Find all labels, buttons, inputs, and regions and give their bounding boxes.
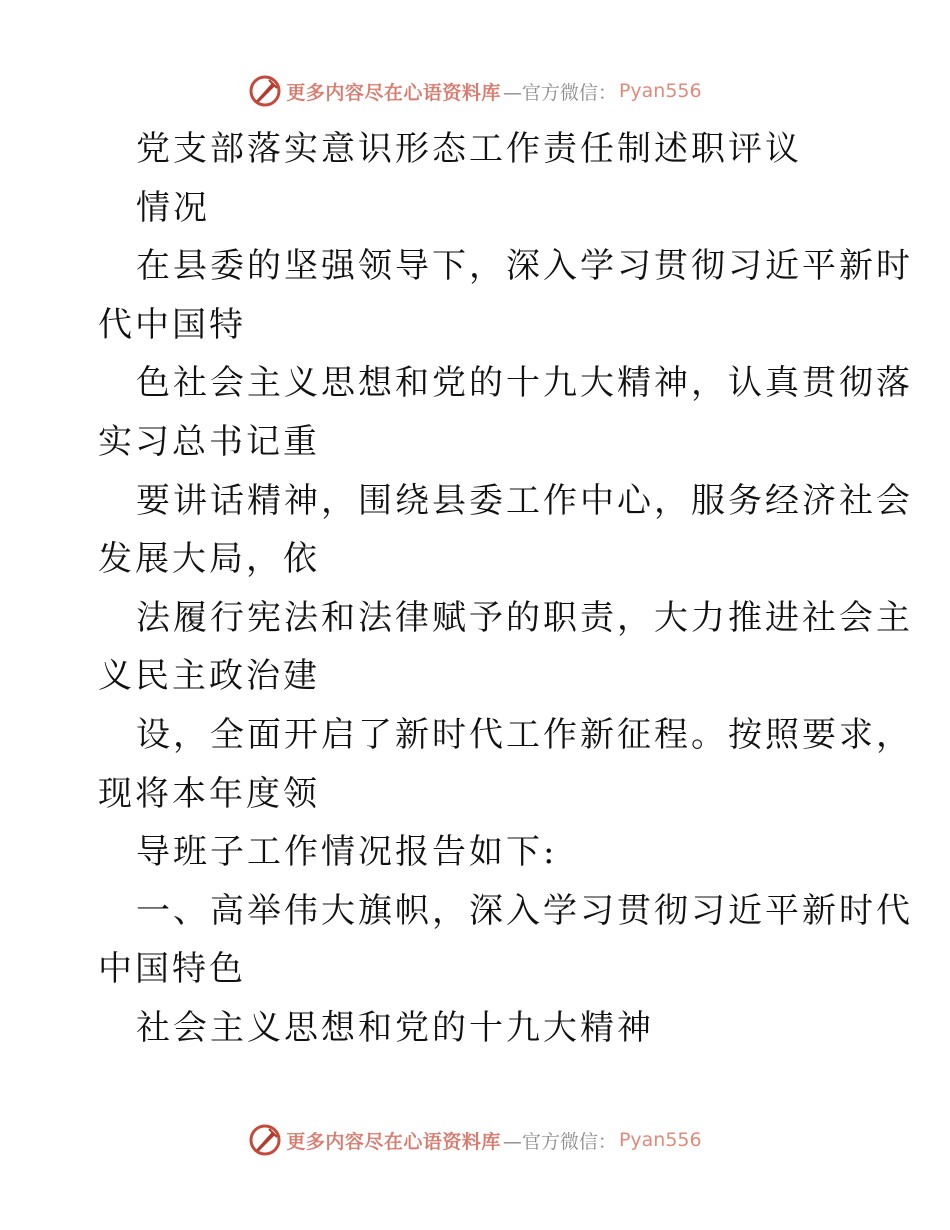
document-line: 要讲话精神，围绕县委工作中心，服务经济社会 [136,480,913,521]
document-line: 色社会主义思想和党的十九大精神，认真贯彻落 [136,363,913,404]
document-line: 党支部落实意识形态工作责任制述职评议 [136,129,802,169]
watermark-site-text: 更多内容尽在心语资料库 [286,81,501,104]
watermark-account: Pyan556 [618,1129,702,1151]
document-line: 实习总书记重 [98,421,320,462]
document-line: 代中国特 [98,304,246,345]
document-line: 现将本年度领 [98,773,320,814]
document-line: 情况 [136,187,210,228]
watermark-account: Pyan556 [618,80,702,102]
document-line: 法履行宪法和法律赋予的职责，大力推进社会主 [136,597,913,638]
watermark-site-text: 更多内容尽在心语资料库 [286,1130,501,1153]
quill-pen-circle-icon [248,74,282,108]
document-line: 社会主义思想和党的十九大精神 [136,1007,654,1048]
document-line: 发展大局，依 [98,539,320,580]
document-line: 导班子工作情况报告如下: [136,832,558,873]
document-line: 设，全面开启了新时代工作新征程。按照要求， [136,714,913,755]
watermark-separator: —官方微信： [502,1130,617,1153]
document-line: 中国特色 [98,949,246,990]
header-watermark [0,71,950,111]
document-body [98,120,913,1058]
quill-pen-circle-icon [248,1123,282,1157]
footer-watermark [0,1120,950,1160]
document-line: 在县委的坚强领导下，深入学习贯彻习近平新时 [136,246,913,287]
watermark-separator: —官方微信： [502,81,617,104]
document-line: 一、高举伟大旗帜，深入学习贯彻习近平新时代 [136,890,913,931]
document-line: 义民主政治建 [98,656,320,697]
